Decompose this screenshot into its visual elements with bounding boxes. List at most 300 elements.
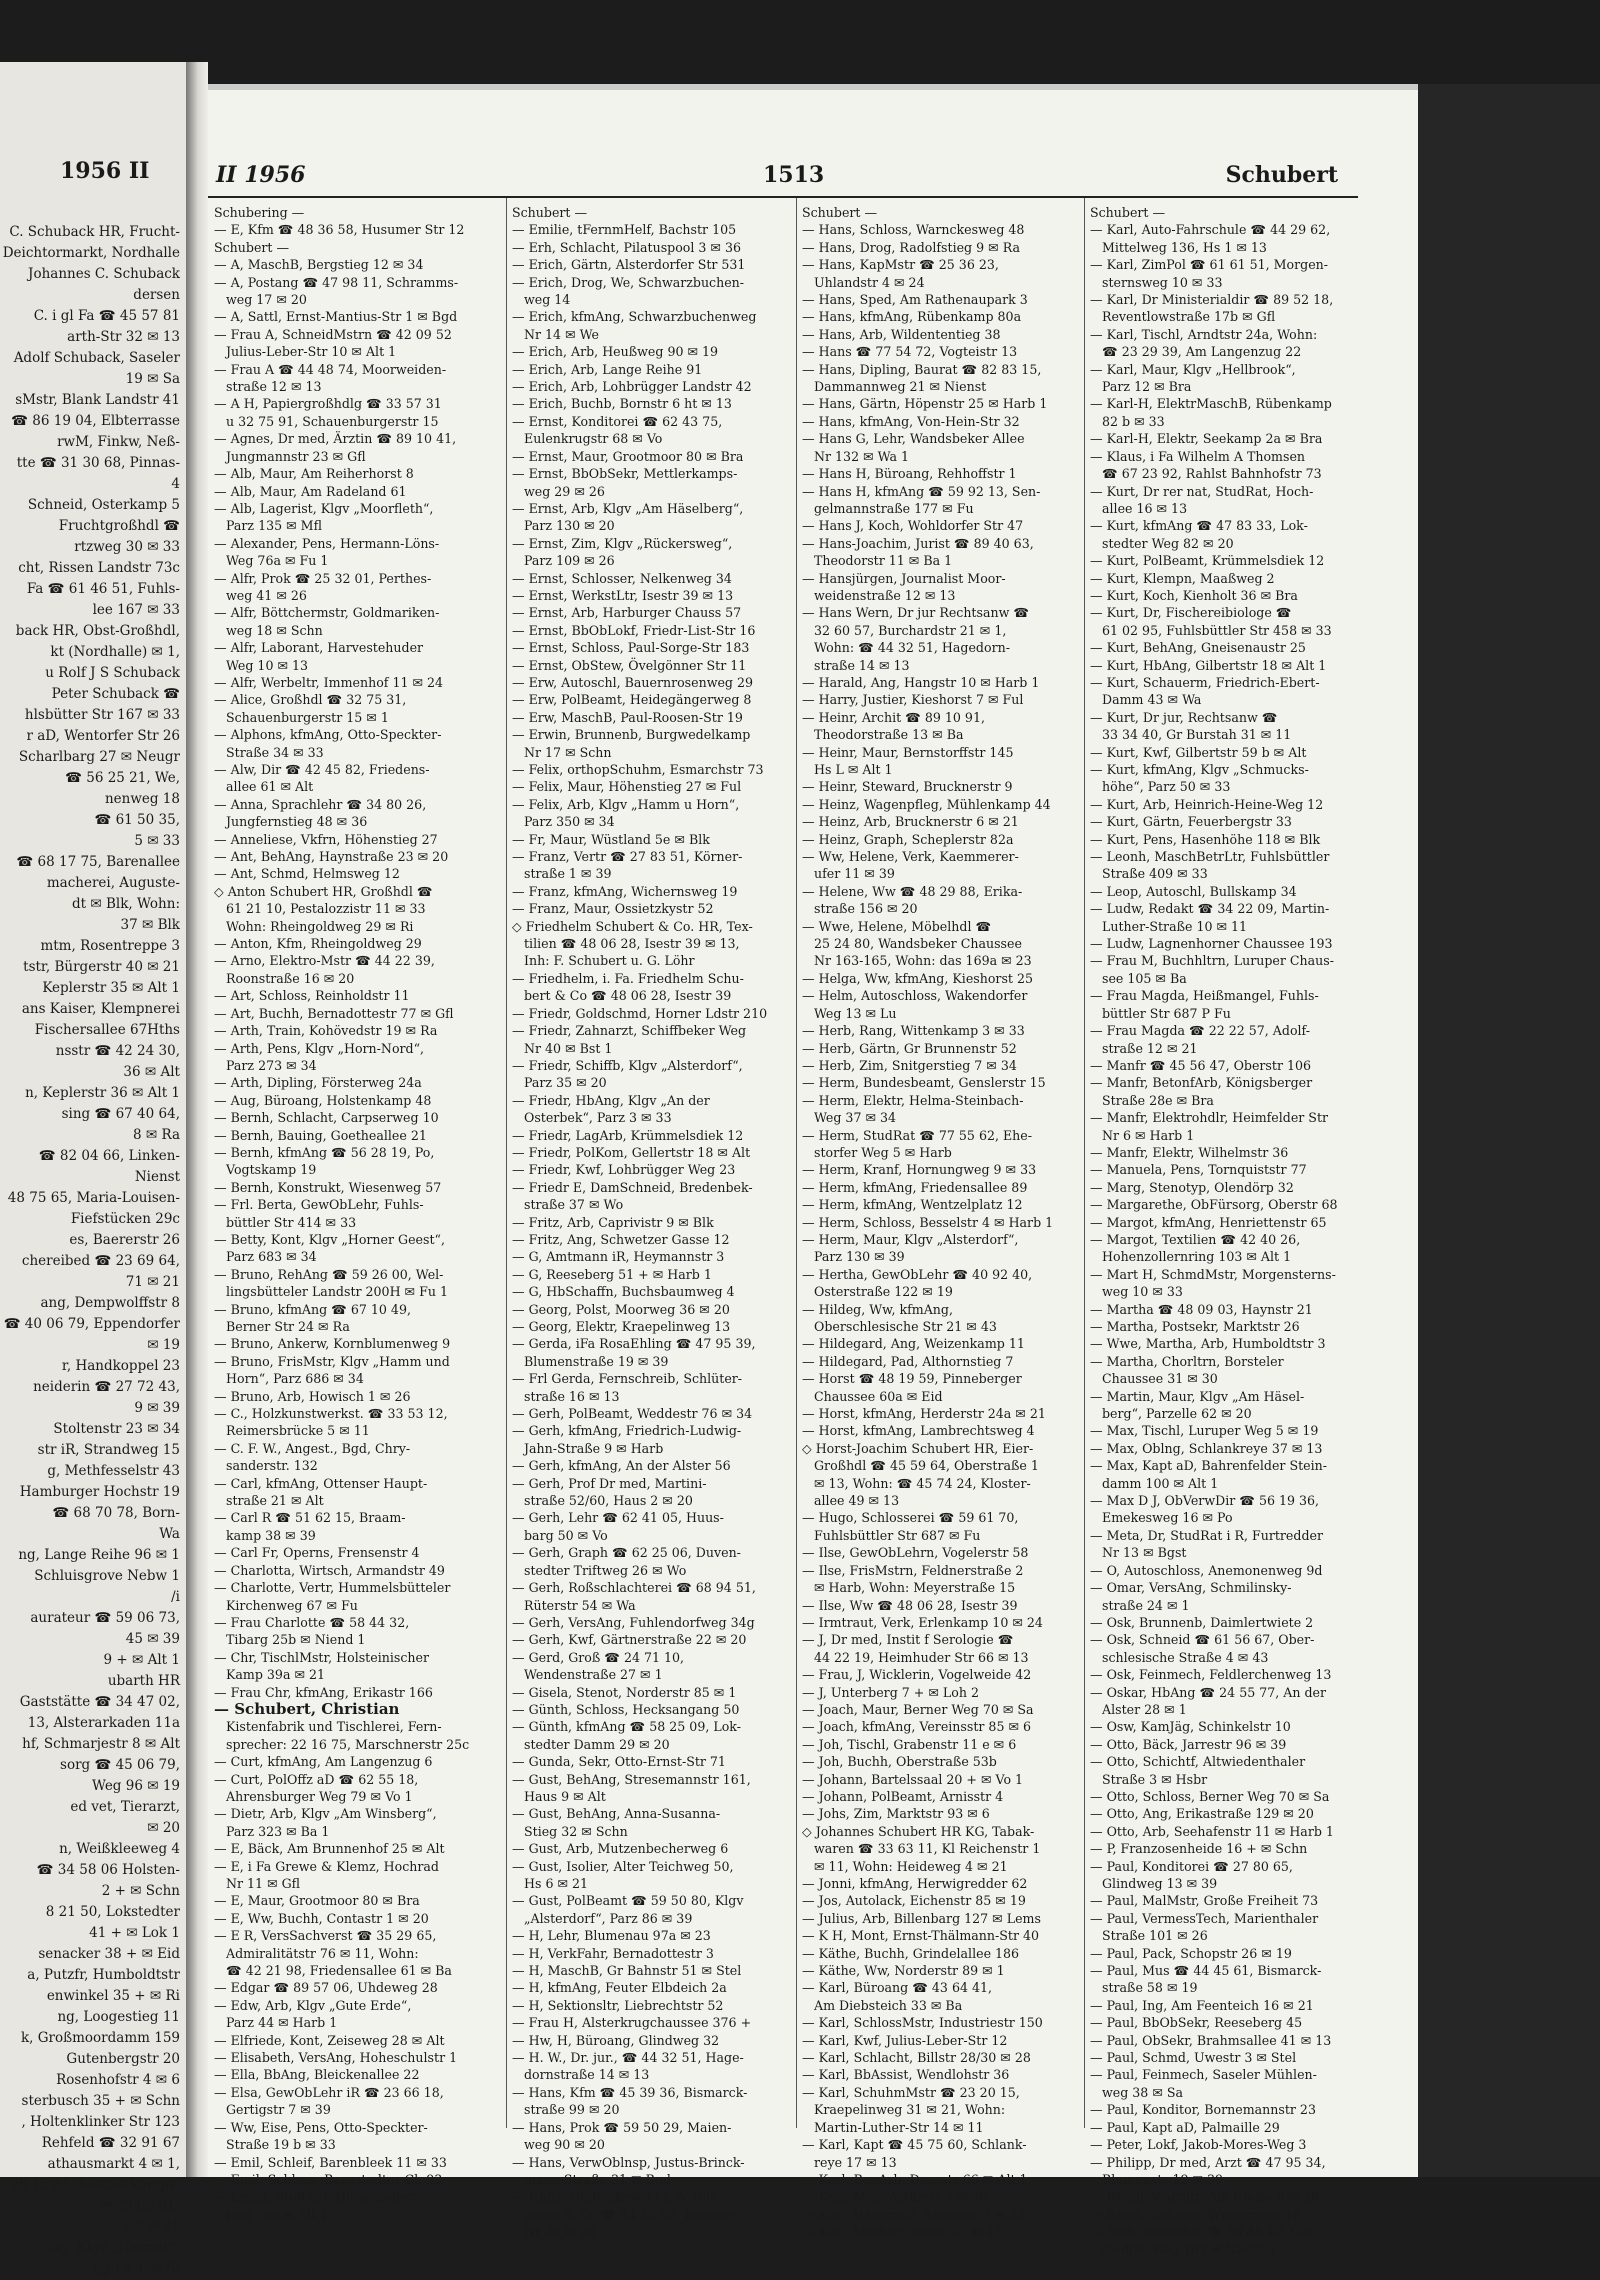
directory-entry-line: — A, Sattl, Ernst-Mantius-Str 1 ✉ Bgd: [214, 309, 458, 325]
directory-entry-line: — Hans, KapMstr ☎ 25 36 23,: [802, 257, 999, 273]
left-page-line: ☎ 68 70 78, Born-: [52, 1505, 180, 1521]
directory-entry-line: — Herb, Rang, Wittenkamp 3 ✉ 33: [802, 1023, 1025, 1039]
directory-entry-line: — E, i Fa Grewe & Klemz, Hochrad: [214, 1858, 439, 1874]
left-page-line: cht, Rissen Landstr 73c: [18, 560, 180, 576]
directory-entry-line: Rüterstr 54 ✉ Wa: [524, 1597, 636, 1613]
directory-entry-line: — Max, Tischl, Luruper Weg 5 ✉ 19: [1090, 1423, 1319, 1439]
directory-entry-line: — Alfr, Laborant, Harvestehuder: [214, 640, 424, 656]
left-page-line: aurateur ☎ 59 06 73,: [30, 1610, 180, 1626]
directory-entry-line: — Max, Oblng, Schlankreye 37 ✉ 13: [1090, 1440, 1323, 1456]
left-page-line: Deichtormarkt, Nordhalle: [2, 245, 180, 261]
directory-entry-line: — C. F. W., Angest., Bgd, Chry-: [214, 1440, 411, 1456]
directory-entry-line: Schubering —: [214, 205, 305, 220]
left-page-line: ✉ 23 05 91,: [99, 2198, 180, 2214]
directory-entry-line: — Herm, Maur, Klgv „Alsterdorf“,: [802, 1231, 1019, 1247]
directory-entry-line: Kirchenweg 67 ✉ Fu: [226, 1597, 358, 1613]
directory-entry-line: — H, MaschB, Gr Bahnstr 51 ✉ Stel: [512, 1963, 742, 1979]
directory-entry-line: — Joach, Maur, Berner Weg 70 ✉ Sa: [802, 1701, 1034, 1717]
directory-entry-line: — Martha, Chorltrn, Borsteler: [1090, 1353, 1284, 1369]
directory-entry-line: — Martin, Maur, Klgv „Am Häsel-: [1090, 1388, 1305, 1404]
left-page-line: dt ✉ Blk, Wohn:: [72, 896, 180, 912]
directory-entry-line: — Karl-H, ElektrMaschB, Rübenkamp: [1090, 396, 1332, 412]
directory-column-2: [512, 204, 800, 2241]
directory-entry-line: — Hans Wern, Dr jur Rechtsanw ☎: [802, 605, 1030, 621]
directory-entry-line: — Chr, TischlMstr, Holsteinischer: [214, 1649, 429, 1665]
directory-entry-line: — Paul, Pack, Schopstr 26 ✉ 19: [1090, 1945, 1292, 1961]
left-page-line: dersen: [133, 287, 180, 303]
directory-entry-line: — Hans, Schloss, Warnckesweg 48: [802, 222, 1025, 238]
directory-entry-line: allee 49 ✉ 13: [814, 1493, 900, 1509]
directory-entry-line: Parz 130 ✉ 20: [524, 518, 615, 534]
left-page-line: ☎ 61 50 35,: [94, 812, 180, 828]
directory-entry-line: — Franz, Maur, Ossietzkystr 52: [512, 901, 714, 917]
directory-entry-line: — Karl, Kapt ☎ 45 75 60, Schlank-: [802, 2137, 1027, 2153]
directory-entry-line: — Georg, Polst, Moorweg 36 ✉ 20: [512, 1301, 730, 1317]
directory-entry-line: — Kurt, Arb, Heinrich-Heine-Weg 12: [1090, 796, 1324, 812]
directory-entry-line: — Ilse, Ww ☎ 48 06 28, Isestr 39: [802, 1597, 1018, 1613]
left-page-line: ag, Klgv „Heimat“,: [51, 2240, 180, 2256]
directory-entry-line: — Erwin, Brunnenb, Burgwedelkamp: [512, 727, 751, 743]
directory-entry-line: — Karl, Dr Ministerialdir ☎ 89 52 18,: [1090, 292, 1334, 308]
directory-entry-line: Roonstraße 16 ✉ 20: [226, 970, 355, 986]
left-page-line: k, Großmoordamm 159: [20, 2030, 180, 2046]
left-page-line: ☎ 56 25 21, We,: [65, 770, 180, 786]
directory-entry-line: — Hildegard, Ang, Weizenkamp 11: [802, 1336, 1025, 1352]
directory-entry-line: — Johann, Bartelssaal 20 + ✉ Vo 1: [802, 1771, 1024, 1787]
directory-entry-line: — Franz, Vertr ☎ 27 83 51, Körner-: [512, 849, 743, 865]
directory-entry-line: — Ludw, Lagnenhorner Chaussee 193: [1090, 936, 1333, 952]
directory-entry-line: Blumenstraße 19 ✉ 39: [524, 1353, 669, 1369]
directory-entry-line: — Arth, Pens, Klgv „Horn-Nord“,: [214, 1040, 425, 1056]
directory-entry-line: — Harry, Justier, Kieshorst 7 ✉ Ful: [802, 692, 1024, 708]
left-page-line: 8 21 50, Lokstedter: [45, 1904, 180, 1920]
directory-entry-line: Am Diebsteich 33 ✉ Ba: [814, 1997, 963, 2013]
directory-entry-line: — Hansjürgen, Journalist Moor-: [802, 570, 1006, 586]
left-page-line: ☎ 82 04 66, Linken-: [38, 1148, 180, 1164]
directory-entry-line: — Hugo, Schlosserei ☎ 59 61 70,: [802, 1510, 1019, 1526]
directory-entry-line: 61 02 95, Fuhlsbüttler Str 458 ✉ 33: [1102, 622, 1332, 638]
directory-entry-line: — Hw, H, Büroang, Glindweg 32: [512, 2032, 720, 2048]
directory-entry-line: — Herb, Zim, Snitgerstieg 7 ✉ 34: [802, 1057, 1017, 1073]
directory-entry-line: Nr 40 ✉ Bst 1: [524, 1040, 613, 1056]
left-page-line: eg 14 + ✉ Si: [92, 2261, 180, 2277]
directory-entry-line: — Hans H, kfmAng ☎ 59 92 13, Sen-: [802, 483, 1041, 499]
directory-entry-line: — Anneliese, Vkfrn, Höhenstieg 27: [214, 831, 438, 847]
directory-entry-line: — O, Autoschloss, Anemonenweg 9d: [1090, 1562, 1323, 1578]
left-page-line: ✉ 19: [147, 1337, 180, 1353]
left-page-line: Fischersallee 67Hths: [34, 1022, 180, 1038]
directory-entry-line: — Margot, Textilien ☎ 42 40 26,: [1090, 1231, 1301, 1247]
directory-entry-line: — Bernh, kfmAng ☎ 56 28 19, Po,: [214, 1144, 435, 1160]
scan-background: [1418, 84, 1600, 2177]
directory-entry-line: weg 38 ✉ Sa: [1102, 2084, 1184, 2100]
directory-entry-line: — Horst, kfmAng, Herderstr 24a ✉ 21: [802, 1406, 1046, 1422]
left-page-line: ed vet, Tierarzt,: [70, 1799, 180, 1815]
directory-entry-line: — A, MaschB, Bergstieg 12 ✉ 34: [214, 257, 424, 273]
directory-entry-line: — Gerh, VersAng, Fuhlendorfweg 34g: [512, 1614, 755, 1630]
directory-entry-line: — Art, Schloss, Reinholdstr 11: [214, 988, 410, 1004]
directory-entry-line: gelmannstraße 177 ✉ Fu: [814, 500, 974, 516]
directory-entry-line: — Gerh, Prof Dr med, Martini-: [512, 1475, 707, 1491]
directory-entry-line: Jungmannstr 23 ✉ Gfl: [226, 448, 366, 464]
directory-entry-line: — Erw, MaschB, Paul-Roosen-Str 19: [512, 709, 743, 725]
directory-entry-line: Chaussee 60a ✉ Eid: [814, 1388, 943, 1404]
directory-entry-line: — Agnes, Dr med, Ärztin ☎ 89 10 41,: [214, 431, 457, 447]
directory-entry-line: — Frau A, SchneidMstrn ☎ 42 09 52: [214, 326, 452, 342]
directory-entry-line: — Ernst, Arb, Harburger Chauss 57: [512, 605, 742, 621]
directory-entry-line: Parz 273 ✉ 34: [226, 1057, 317, 1073]
right-page: [208, 84, 1418, 2257]
directory-entry-line: — Alb, Lagerist, Klgv „Moorfleth“,: [214, 500, 434, 516]
directory-entry-line: — Heinz, Arb, Brucknerstr 6 ✉ 21: [802, 814, 1019, 830]
directory-entry-line: — Bernh, Schlacht, Carpserweg 10: [214, 1110, 439, 1126]
directory-entry-line: — Gerh, PolBeamt, Weddestr 76 ✉ 34: [512, 1406, 753, 1422]
directory-entry-line: — Paul, Konditorei ☎ 27 80 65,: [1090, 1858, 1293, 1874]
directory-entry-line: Inh: F. Schubert u. G. Löhr: [524, 953, 695, 969]
directory-entry-line: — Karl, Maur, Klgv „Hellbrook“,: [1090, 361, 1296, 377]
directory-entry-line: — A H, Papiergroßhdlg ☎ 33 57 31: [214, 396, 442, 412]
directory-entry-line: — Osk, Schneid ☎ 61 56 67, Ober-: [1090, 1632, 1315, 1648]
directory-entry-line: — Erich, Gärtn, Alsterdorfer Str 531: [512, 257, 746, 273]
directory-entry-line: — Felix, Arb, Klgv „Hamm u Horn“,: [512, 796, 740, 812]
directory-entry-line: — Frau, J, Wicklerin, Vogelweide 42: [802, 1667, 1032, 1683]
left-page-line: Rehfeld ☎ 32 91 67: [41, 2135, 180, 2151]
directory-entry-line: ring 76c ✉ Alt 1: [226, 2206, 329, 2222]
directory-entry-line: Emekesweg 16 ✉ Po: [1102, 1510, 1233, 1526]
directory-entry-line: stedter Triftweg 26 ✉ Wo: [524, 1562, 687, 1578]
directory-entry-line: Parz 350 ✉ 34: [524, 814, 615, 830]
directory-entry-line: — Karl, Auto-Fahrschule ☎ 44 29 62,: [1090, 222, 1331, 238]
directory-entry-line: — Otto, Schloss, Berner Weg 70 ✉ Sa: [1090, 1788, 1330, 1804]
page-header-word: Schubert: [1225, 162, 1338, 188]
directory-entry-line: Nr 17 ✉ Schn: [524, 744, 612, 760]
directory-entry-line: — Emilie, tFernmHelf, Bachstr 105: [512, 222, 737, 238]
book-gutter: [186, 62, 208, 2177]
directory-entry-line: Kraepelinweg 31 ✉ 21, Wohn:: [814, 2102, 1006, 2118]
directory-entry-line: — Leop, Autoschl, Bullskamp 34: [1090, 883, 1297, 899]
directory-entry-line: ✉ 13, Wohn: ☎ 45 74 24, Kloster-: [814, 1475, 1031, 1491]
directory-entry-line: — H, VerkFahr, Bernadottestr 3: [512, 1945, 714, 1961]
directory-entry-line: Straße 19 b ✉ 33: [226, 2137, 336, 2153]
directory-entry-line: — Günth, Schloss, Hecksangang 50: [512, 1701, 740, 1717]
directory-entry-line: Martin-Luther-Str 14 ✉ 11: [814, 2119, 984, 2135]
directory-entry-line: — Edgar ☎ 89 57 06, Uhdeweg 28: [214, 1980, 438, 1996]
left-page: [0, 62, 186, 2277]
directory-entry-line: — Helga, Ww, kfmAng, Kieshorst 25: [802, 970, 1033, 986]
directory-entry-line: ☎ 23 29 39, Am Langenzug 22: [1102, 344, 1302, 360]
directory-entry-line: — Ernst, Maur, Grootmoor 80 ✉ Bra: [512, 448, 744, 464]
directory-entry-line: — H, kfmAng, Feuter Elbdeich 2a: [512, 1980, 727, 1996]
directory-entry-line: — Gust, Arb, Mutzenbecherweg 6: [512, 1841, 729, 1857]
left-page-line: tstr, Bürgerstr 40 ✉ 21: [23, 959, 180, 975]
directory-entry-line: Oberschlesische Str 21 ✉ 43: [814, 1319, 997, 1334]
directory-entry-line: — Ernst, Zim, Klgv „Rückersweg“,: [512, 535, 733, 551]
directory-entry-line: — Herb, Gärtn, Gr Brunnenstr 52: [802, 1040, 1017, 1056]
directory-entry-line: — Osk, Brunnenb, Daimlertwiete 2: [1090, 1614, 1314, 1630]
left-page-line: ☎ 86 19 04, Elbterrasse: [11, 413, 180, 429]
directory-entry-line: — Arno, Elektro-Mstr ☎ 44 22 39,: [214, 953, 435, 969]
directory-entry-line: — Ernst, Konditorei ☎ 62 43 75,: [512, 413, 723, 429]
directory-entry-line: — Hans, Arb, Wildententieg 38: [802, 326, 1001, 342]
directory-entry-line: Dammannweg 21 ✉ Nienst: [814, 379, 987, 395]
directory-entry-line: — Hans, Gärtn, Höpenstr 25 ✉ Harb 1: [802, 396, 1048, 412]
directory-entry-line: — Paul, Konditor, Bornemannstr 23: [1090, 2102, 1316, 2118]
directory-entry-line: — Klaus, i Fa Wilhelm A Thomsen: [1090, 448, 1306, 464]
directory-entry-line: — C., Holzkunstwerkst. ☎ 33 53 12,: [214, 1406, 448, 1422]
directory-entry-line: — Paul, VermessTech, Marienthaler: [1090, 1910, 1319, 1926]
left-page-line: lee 167 ✉ 33: [92, 602, 180, 618]
left-page-line: Scharlbarg 27 ✉ Neugr: [18, 749, 180, 765]
left-page-line: Rosenhofstr 4 ✉ 6: [56, 2072, 180, 2088]
left-page-line: back HR, Obst-Großhdl,: [15, 623, 180, 639]
directory-entry-line: — Friedr, Goldschmd, Horner Ldstr 210: [512, 1005, 768, 1021]
directory-entry-line: — Joach, kfmAng, Vereinsstr 85 ✉ 6: [802, 1719, 1032, 1735]
directory-entry-line: Jungfernstieg 48 ✉ 36: [226, 814, 368, 830]
directory-entry-line: — Ludw, Redakt ☎ 34 22 09, Martin-: [1090, 901, 1330, 917]
directory-entry-line: — Frl. Berta, GewObLehr, Fuhls-: [214, 1197, 424, 1213]
directory-entry-line: — Ilse, GewObLehrn, Vogelerstr 58: [802, 1545, 1029, 1561]
directory-entry-line: — Emil, Schloss, Bergstedter Ch 93: [214, 2171, 443, 2187]
left-page-line: 19 ✉ Sa: [125, 371, 180, 387]
directory-entry-line: — Herm, Bundesbeamt, Genslerstr 15: [802, 1075, 1046, 1091]
directory-entry-line: — Gust, Isolier, Alter Teichweg 50,: [512, 1858, 734, 1874]
left-page-line: athausmarkt 4 ✉ 1,: [47, 2156, 180, 2172]
directory-entry-line: — Hans H, Büroang, Rehhoffstr 1: [802, 466, 1017, 482]
left-page-line: n, Keplerstr 36 ✉ Alt 1: [25, 1085, 180, 1101]
directory-entry-line: — Bruno, Ankerw, Kornblumenweg 9: [214, 1336, 451, 1352]
directory-entry-line: — Julius, Arb, Billenbarg 127 ✉ Lems: [802, 1910, 1041, 1926]
directory-entry-line: — G, HbSchaffn, Buchsbaumweg 4: [512, 1284, 735, 1300]
directory-entry-line: — Erich, Buchb, Bornstr 6 ht ✉ 13: [512, 396, 732, 412]
left-page-line: Gutenbergstr 20: [66, 2051, 180, 2067]
directory-entry-line: büttler Str 687 P Fu: [1102, 1005, 1231, 1021]
directory-entry-line: — Carl Fr, Operns, Frensenstr 4: [214, 1545, 420, 1561]
left-page-line: ☎ 68 17 75, Barenallee: [16, 854, 180, 870]
directory-entry-line: — Dietr, Arb, Klgv „Am Winsberg“,: [214, 1806, 437, 1822]
directory-entry-line: u 32 75 91, Schauenburgerstr 15: [226, 413, 439, 429]
directory-entry-line: — Kurt, Schauerm, Friedrich-Ebert-: [1090, 674, 1320, 690]
directory-entry-line: — Manfr, Elektr, Wilhelmstr 36: [1090, 1144, 1289, 1160]
directory-entry-line: — Kurt, Klempn, Maaßweg 2: [1090, 570, 1275, 586]
directory-entry-line: — E, Ww, Buchh, Contastr 1 ✉ 20: [214, 1910, 429, 1926]
directory-entry-line: — Gerh, kfmAng, Friedrich-Ludwig-: [512, 1423, 742, 1439]
directory-entry-line: 61 21 10, Pestalozzistr 11 ✉ 33: [226, 901, 426, 917]
directory-entry-line: — Elfriede, Kont, Zeiseweg 28 ✉ Alt: [214, 2032, 445, 2048]
left-page-line: g, Methfesselstr 43: [47, 1463, 180, 1479]
directory-entry-line: — Margot, kfmAng, Henriettenstr 65: [1090, 1214, 1327, 1230]
left-page-line: ng, Lange Reihe 96 ✉ 1: [18, 1547, 180, 1563]
directory-entry-line: — Ernst, WerkstLtr, Isestr 39 ✉ 13: [512, 587, 734, 603]
directory-entry-line: — Carl, kfmAng, Ottenser Haupt-: [214, 1475, 428, 1491]
directory-entry-line: — Meta, Dr, StudRat i R, Furtredder: [1090, 1527, 1323, 1543]
directory-entry-line: Weg 13 ✉ Lu: [814, 1005, 897, 1021]
directory-entry-line: — Joh, Buchh, Oberstraße 53b: [802, 1754, 997, 1770]
directory-entry-line: — Irmtraut, Verk, Erlenkamp 10 ✉ 24: [802, 1614, 1043, 1630]
directory-entry-line: — Karl, BauArb, Dosestr 66 ✉ Alt 1: [802, 2171, 1028, 2187]
left-page-line: , Holtenklinker Str 123: [21, 2114, 180, 2130]
left-page-line: 9 ✉ 39: [134, 1400, 180, 1416]
directory-entry-line: — Ella, BbAng, Bleickenallee 22: [214, 2067, 420, 2083]
left-page-line: mtm, Rosentreppe 3: [40, 938, 180, 954]
directory-entry-line: Straße 3 ✉ Hsbr: [1102, 1771, 1208, 1787]
left-page-line: sing ☎ 67 40 64,: [61, 1106, 180, 1122]
directory-entry-line: straße 12 ✉ 13: [226, 379, 322, 395]
directory-entry-line: 33 34 40, Gr Burstah 31 ✉ 11: [1102, 727, 1292, 743]
directory-entry-line: — Karl-H, Elektr, Seekamp 2a ✉ Bra: [1090, 431, 1323, 447]
directory-entry-line: — H. W., Dr. jur., ☎ 44 32 51, Hage-: [512, 2050, 744, 2066]
directory-entry-line: — Otto, Ang, Erikastraße 129 ✉ 20: [1090, 1806, 1314, 1822]
directory-entry-line: — Helene, Ww ☎ 48 29 88, Erika-: [802, 883, 1023, 899]
directory-entry-line: Schubert —: [802, 205, 878, 220]
directory-entry-line: — Friedr, Schiffb, Klgv „Alsterdorf“,: [512, 1057, 743, 1073]
directory-entry-line: — Ernst, Schloss, Paul-Sorge-Str 183: [512, 640, 750, 656]
directory-entry-line: Horn“, Parz 686 ✉ 34: [226, 1371, 364, 1387]
directory-entry-line: — Frau Charlotte ☎ 58 44 32,: [214, 1614, 410, 1630]
directory-entry-line: ◇ Johannes Schubert HR KG, Tabak-: [802, 1823, 1035, 1839]
directory-entry-line: — Ant, Schmd, Helmsweg 12: [214, 866, 400, 882]
directory-entry-line: — Omar, VersAng, Schmilinsky-: [1090, 1580, 1292, 1596]
directory-entry-line: — Alphons, kfmAng, Otto-Speckter-: [214, 727, 442, 743]
directory-entry-line: Theodorstr 11 ✉ Ba 1: [814, 553, 953, 569]
left-page-line: Fruchtgroßhdl ☎: [58, 518, 180, 534]
directory-entry-line: reye 17 ✉ 13: [814, 2154, 897, 2170]
directory-entry-line: — Herm, StudRat ☎ 77 55 62, Ehe-: [802, 1127, 1032, 1143]
directory-entry-line: — E, Bäck, Am Brunnenhof 25 ✉ Alt: [214, 1841, 445, 1857]
directory-entry-line: — Hans, VerwOblnsp, Justus-Brinck-: [512, 2154, 745, 2170]
directory-entry-line: — Herm, Elektr, Helma-Steinbach-: [802, 1092, 1024, 1108]
directory-entry-line: Alster 28 ✉ 1: [1102, 1701, 1187, 1717]
directory-entry-line: — Felix, orthopSchuhm, Esmarchstr 73: [512, 762, 764, 777]
directory-entry-line: Schauenburgerstr 15 ✉ 1: [226, 709, 389, 725]
left-page-line: ans Kaiser, Klempnerei: [21, 1001, 180, 1017]
directory-entry-line: weg 10 ✉ 33: [1102, 1284, 1183, 1300]
left-page-line: Peter Schuback ☎: [51, 686, 180, 702]
directory-entry-line: — Erich, Arb, Heußweg 90 ✉ 19: [512, 344, 719, 360]
directory-entry-line: — Erw, PolBeamt, Heidegängerweg 8: [512, 692, 752, 708]
directory-entry-line: — Edw, Arb, Klgv „Gute Erde“,: [214, 1997, 412, 2013]
directory-entry-line: — Max D J, ObVerwDir ☎ 56 19 36,: [1090, 1493, 1320, 1509]
directory-entry-line: Jahn-Straße 9 ✉ Harb: [524, 1440, 664, 1456]
directory-entry-line: — Kurt, Dr, Fischereibiologe ☎: [1090, 605, 1292, 621]
directory-entry-line: ufer 11 ✉ 39: [814, 866, 895, 882]
left-page-line: sMstr, Blank Landstr 41: [15, 392, 180, 408]
directory-entry-line: — Anna, Sprachlehr ☎ 34 80 26,: [214, 796, 427, 812]
directory-entry-line: Blumenstr 19 ✉ 39: [1102, 2171, 1224, 2187]
directory-entry-line: — Reinh, Schloss, Wiesenweg 16: [1090, 2206, 1301, 2222]
directory-entry-line: ✉ Harb, Wohn: Meyerstraße 15: [814, 1580, 1016, 1596]
directory-entry-line: damm 100 ✉ Alt 1: [1102, 1475, 1219, 1491]
left-page-line: n, Weißkleeweg 4: [59, 1841, 180, 1857]
directory-entry-line: — Harald, Ang, Hangstr 10 ✉ Harb 1: [802, 674, 1040, 690]
left-page-line: ☎ 34 58 06 Holsten-: [36, 1862, 180, 1878]
directory-entry-line: — Gust, BehAng, Stresemannstr 161,: [512, 1771, 751, 1787]
left-page-line: Schneid, Osterkamp 5: [27, 497, 180, 513]
directory-entry-line: weg 29 ✉ 26: [524, 483, 605, 499]
directory-entry-line: — Ww, Eise, Pens, Otto-Speckter-: [214, 2119, 428, 2135]
left-page-line: es, Baererstr 26: [69, 1232, 180, 1248]
directory-entry-line: stedter Damm 29 ✉ 20: [524, 1736, 670, 1752]
directory-entry-line: Parz 683 ✉ 34: [226, 1249, 317, 1265]
directory-entry-line: Chaussee 31 ✉ 30: [1102, 1371, 1218, 1387]
left-page-line: 71 ✉ 21: [125, 1274, 180, 1290]
directory-entry-line: — Kurt, kfmAng, Klgv „Schmucks-: [1090, 762, 1309, 777]
directory-entry-line: — Georg, Elektr, Kraepelinweg 13: [512, 1319, 731, 1334]
directory-entry-line: Uhlandstr 4 ✉ 24: [814, 274, 925, 290]
directory-entry-line: — Karl, Kwf, Julius-Leber-Str 12: [802, 2032, 1008, 2048]
left-page-header: 1956 II: [60, 158, 150, 184]
left-page-line: ubarth HR: [107, 1673, 180, 1689]
directory-entry-line: — Elsa, GewObLehr iR ☎ 23 66 18,: [214, 2084, 444, 2100]
left-page-line: chereibed ☎ 23 69 64,: [21, 1253, 180, 1269]
left-page-line: hlsbütter Str 167 ✉ 33: [24, 707, 180, 723]
directory-entry-line: — Martha, Postsekr, Marktstr 26: [1090, 1319, 1300, 1334]
directory-entry-line: ◇ Anton Schubert HR, Großhdl ☎: [214, 883, 433, 899]
directory-entry-line: — P, Franzosenheide 16 + ✉ Schn: [1090, 1841, 1308, 1857]
directory-entry-line: — Frl Gerda, Fernschreib, Schlüter-: [512, 1371, 743, 1387]
directory-entry-line: straße 1 ✉ 39: [524, 866, 612, 882]
directory-entry-line: straße 58 ✉ 19: [1102, 1980, 1198, 1996]
directory-entry-line: — Mart H, SchmdMstr, Morgensterns-: [1090, 1266, 1336, 1282]
directory-entry-line: — Manuela, Pens, Tornquiststr 77: [1090, 1162, 1307, 1178]
page-left-label: II 1956: [216, 162, 306, 188]
directory-entry-line: Wohn: Rheingoldweg 29 ✉ Ri: [226, 918, 414, 934]
directory-entry-line: — Reinh, Wachltr, Am Gleise 8 ✉ 28: [1090, 2189, 1320, 2205]
left-page-line: Gaststätte ☎ 34 47 02,: [19, 1694, 180, 1710]
left-page-line: ☎ 40 06 79, Eppendorfer: [3, 1316, 180, 1332]
directory-entry-line: — Bernh, Bauing, Goetheallee 21: [214, 1127, 427, 1143]
left-page-line: C. i gl Fa ☎ 45 57 81: [33, 308, 180, 324]
directory-entry-line: — Karl, Mus, Arturstr 7 ✉ 26: [802, 2189, 988, 2205]
column-divider: [506, 198, 507, 2128]
directory-entry-line: — Friedr E, DamSchneid, Bredenbek-: [512, 1179, 753, 1195]
left-page-line: str iR, Strandweg 15: [37, 1442, 180, 1458]
directory-entry-line: — Helm, Autoschloss, Wakendorfer: [802, 988, 1028, 1004]
left-page-line: Stoltenstr 23 ✉ 34: [53, 1421, 180, 1437]
left-page-line: 26 15 81, Mettlerkamps-: [10, 2177, 180, 2193]
directory-entry-line: — Manfr, BetonfArb, Königsberger: [1090, 1075, 1313, 1091]
directory-entry-line: — Karl, SchlossMstr, Industriestr 150: [802, 2015, 1043, 2031]
directory-entry-line: — Alfr, Prok ☎ 25 32 01, Perthes-: [214, 570, 432, 586]
left-page-line: hf, Schmarjestr 8 ✉ Alt: [22, 1736, 180, 1752]
directory-entry-line: — Rich, Isolierbtr ☎ 58 48 47, Gar-: [1090, 2224, 1319, 2240]
directory-entry-line: — Frau H, Alsterkrugchaussee 376 +: [512, 2015, 752, 2031]
directory-entry-line: Straße 28e ✉ Bra: [1102, 1092, 1214, 1108]
directory-entry-line: straße 16 ✉ 13: [524, 1388, 620, 1404]
directory-entry-line: — Kurt, HbAng, Gilbertstr 18 ✉ Alt 1: [1090, 657, 1327, 673]
directory-entry-line: — Paul, Ing, Am Feenteich 16 ✉ 21: [1090, 1997, 1314, 2013]
directory-entry-line: — Erich, Arb, Lange Reihe 91: [512, 361, 703, 377]
directory-entry-line: 25 24 80, Wandsbeker Chaussee: [814, 936, 1022, 952]
directory-entry-line: — Karl, BbAssist, Wendlohstr 36: [802, 2067, 1010, 2083]
directory-entry-line: Schubert —: [214, 239, 290, 255]
directory-entry-line: Damm 43 ✉ Wa: [1102, 692, 1202, 708]
directory-entry-line: — Gerda, iFa RosaEhling ☎ 47 95 39,: [512, 1336, 756, 1352]
left-page-line: 8 ✉ Ra: [132, 1127, 180, 1143]
directory-entry-line: 82 b ✉ 33: [1102, 413, 1165, 429]
directory-entry-line: Weg 37 ✉ 34: [814, 1110, 897, 1126]
directory-entry-line: — Alb, Maur, Am Reiherhorst 8: [214, 466, 414, 482]
left-page-line: ng, Loogestieg 11: [57, 2009, 180, 2025]
directory-entry-line: Parz 130 ✉ 39: [814, 1249, 905, 1265]
directory-entry-line: Glindweg 13 ✉ 39: [1102, 1876, 1218, 1891]
left-page-line: arth-Str 32 ✉ 13: [67, 329, 180, 345]
directory-entry-line: tilien ☎ 48 06 28, Isestr 39 ✉ 13,: [524, 936, 740, 952]
left-page-line: tte ☎ 31 30 68, Pinnas-: [16, 455, 180, 471]
page-number: 1513: [763, 162, 825, 188]
directory-entry-line: — Gerh, Kwf, Gärtnerstraße 22 ✉ 20: [512, 1632, 747, 1648]
directory-entry-line: — Frau A ☎ 44 48 74, Moorweiden-: [214, 361, 447, 377]
directory-entry-line: — Friedr, Kwf, Lohbrügger Weg 23: [512, 1162, 736, 1178]
